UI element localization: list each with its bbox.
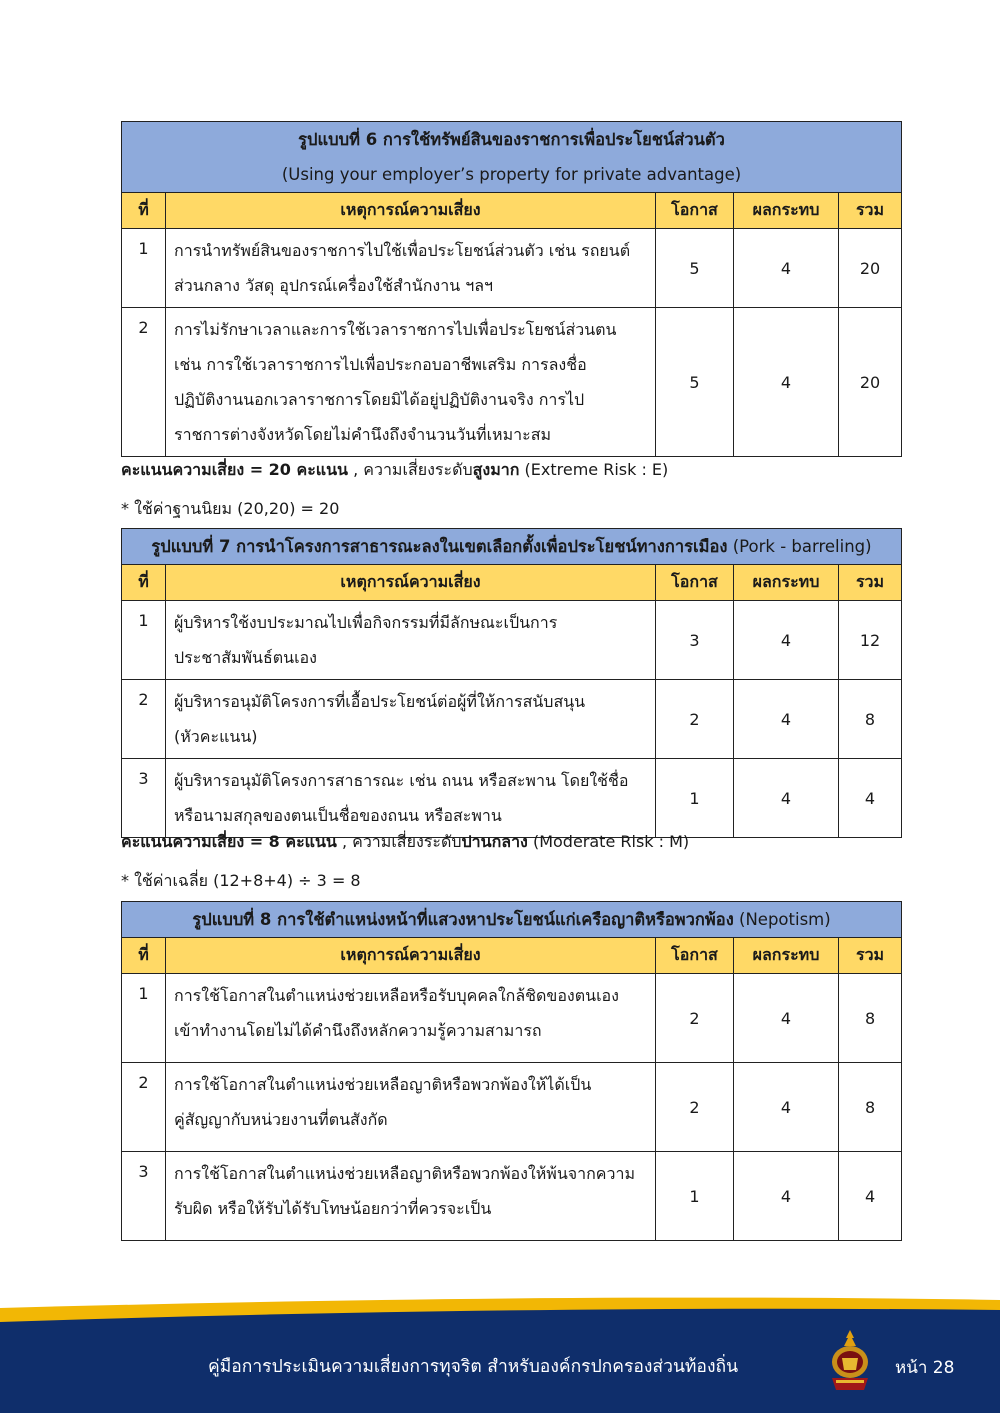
desc-line: การใช้โอกาสในตำแหน่งช่วยเหลือญาติหรือพวกพ้องให้ได้เป็น — [174, 1075, 592, 1094]
row-desc — [166, 601, 656, 680]
table-row — [122, 1063, 902, 1152]
risk-table-8 — [121, 901, 901, 1241]
score-mid: , ความเสี่ยงระดับ — [336, 832, 462, 851]
row-chance: 5 — [656, 229, 734, 308]
row-total: 12 — [839, 601, 902, 680]
table-subtitle-en: (Using your employer’s property for private advantage) — [281, 165, 742, 184]
desc-line: เช่น การใช้เวลาราชการไปเพื่อประกอบอาชีพเสริม การลงชื่อ — [174, 355, 587, 374]
row-total: 8 — [839, 680, 902, 759]
desc-line: การนำทรัพย์สินของราชการไปใช้เพื่อประโยชน์ส่วนตัว เช่น รถยนต์ — [174, 241, 631, 260]
col-total: รวม — [839, 938, 902, 974]
row-desc — [166, 974, 656, 1063]
table-row — [122, 680, 902, 759]
table-title-en: (Nepotism) — [733, 909, 831, 929]
row-impact: 4 — [734, 759, 839, 838]
row-no: 2 — [122, 680, 166, 759]
row-chance: 3 — [656, 601, 734, 680]
row-desc — [166, 229, 656, 308]
desc-line: หรือนามสกุลของตนเป็นชื่อของถนน หรือสะพาน — [174, 806, 502, 825]
row-total: 20 — [839, 229, 902, 308]
risk-score-7 — [121, 830, 689, 855]
row-impact: 4 — [734, 1063, 839, 1152]
row-no: 2 — [122, 1063, 166, 1152]
score-prefix: คะแนนความเสี่ยง = 8 คะแนน — [121, 832, 337, 851]
score-mid: , ความเสี่ยงระดับ — [348, 460, 473, 479]
row-no: 2 — [122, 308, 166, 457]
row-total: 8 — [839, 1063, 902, 1152]
desc-line: การไม่รักษาเวลาและการใช้เวลาราชการไปเพื่อประโยชน์ส่วนตน — [174, 320, 617, 339]
row-impact: 4 — [734, 1152, 839, 1241]
risk-table-6 — [121, 121, 901, 457]
footer-title: คู่มือการประเมินความเสี่ยงการทุจริต สำหรับองค์กรปกครองส่วนท้องถิ่น — [208, 1357, 739, 1377]
table-header — [122, 938, 902, 974]
desc-line: ประชาสัมพันธ์ตนเอง — [174, 648, 317, 667]
row-desc — [166, 1063, 656, 1152]
desc-line: การใช้โอกาสในตำแหน่งช่วยเหลือหรือรับบุคคลใกล้ชิดของตนเอง — [174, 986, 619, 1005]
row-chance: 1 — [656, 1152, 734, 1241]
table-header — [122, 565, 902, 601]
table-title — [122, 529, 902, 565]
table-row — [122, 1152, 902, 1241]
table-title-th: รูปแบบที่ 7 การนำโครงการสาธารณะลงในเขตเลือกตั้งเพื่อประโยชน์ทางการเมือง — [151, 536, 728, 556]
col-impact: ผลกระทบ — [734, 938, 839, 974]
row-impact: 4 — [734, 308, 839, 457]
row-desc — [166, 308, 656, 457]
row-impact: 4 — [734, 974, 839, 1063]
table-title-th: รูปแบบที่ 6 การใช้ทรัพย์สินของราชการเพื่อประโยชน์ส่วนตัว — [298, 130, 725, 149]
row-desc — [166, 1152, 656, 1241]
table-title — [122, 902, 902, 938]
row-chance: 2 — [656, 974, 734, 1063]
desc-line: ผู้บริหารใช้งบประมาณไปเพื่อกิจกรรมที่มีลักษณะเป็นการ — [174, 613, 558, 632]
col-total: รวม — [839, 565, 902, 601]
table-row — [122, 308, 902, 457]
col-impact: ผลกระทบ — [734, 193, 839, 229]
score-level: ปานกลาง — [461, 832, 528, 851]
row-chance: 2 — [656, 680, 734, 759]
row-no: 1 — [122, 974, 166, 1063]
table-row — [122, 974, 902, 1063]
desc-line: ส่วนกลาง วัสดุ อุปกรณ์เครื่องใช้สำนักงาน ฯลฯ — [174, 276, 494, 295]
row-desc — [166, 680, 656, 759]
table-title-en: (Pork - barreling) — [727, 536, 872, 556]
col-chance: โอกาส — [656, 193, 734, 229]
desc-line: ราชการต่างจังหวัดโดยไม่คำนึงถึงจำนวนวันที่เหมาะสม — [174, 425, 552, 444]
col-total: รวม — [839, 193, 902, 229]
table-title — [122, 122, 902, 193]
score-level: สูงมาก — [472, 460, 520, 479]
row-no: 1 — [122, 601, 166, 680]
col-chance: โอกาส — [656, 565, 734, 601]
table-row — [122, 229, 902, 308]
row-impact: 4 — [734, 229, 839, 308]
row-no: 3 — [122, 1152, 166, 1241]
risk-table-7 — [121, 528, 901, 838]
desc-line: ผู้บริหารอนุมัติโครงการที่เอื้อประโยชน์ต่อผู้ที่ให้การสนับสนุน — [174, 692, 586, 711]
desc-line: เข้าทำงานโดยไม่ได้คำนึงถึงหลักความรู้ความสามารถ — [174, 1021, 542, 1040]
table-row — [122, 601, 902, 680]
row-impact: 4 — [734, 680, 839, 759]
row-chance: 2 — [656, 1063, 734, 1152]
row-total: 20 — [839, 308, 902, 457]
table-row — [122, 759, 902, 838]
col-event: เหตุการณ์ความเสี่ยง — [166, 938, 656, 974]
col-event: เหตุการณ์ความเสี่ยง — [166, 565, 656, 601]
col-no: ที่ — [122, 193, 166, 229]
col-no: ที่ — [122, 938, 166, 974]
desc-line: คู่สัญญากับหน่วยงานที่ตนสังกัด — [174, 1110, 388, 1129]
col-event: เหตุการณ์ความเสี่ยง — [166, 193, 656, 229]
row-total: 4 — [839, 759, 902, 838]
row-desc — [166, 759, 656, 838]
row-total: 4 — [839, 1152, 902, 1241]
row-total: 8 — [839, 974, 902, 1063]
col-impact: ผลกระทบ — [734, 565, 839, 601]
row-chance: 5 — [656, 308, 734, 457]
desc-line: ปฏิบัติงานนอกเวลาราชการโดยมิได้อยู่ปฏิบัติงานจริง การไป — [174, 390, 585, 409]
col-chance: โอกาส — [656, 938, 734, 974]
score-suffix: (Moderate Risk : M) — [527, 832, 690, 851]
row-impact: 4 — [734, 601, 839, 680]
table-header — [122, 193, 902, 229]
score-prefix: คะแนนความเสี่ยง = 20 คะแนน — [121, 460, 348, 479]
desc-line: (หัวคะแนน) — [174, 727, 258, 746]
table-title-th: รูปแบบที่ 8 การใช้ตำแหน่งหน้าที่แสวงหาประโยชน์แก่เครือญาติหรือพวกพ้อง — [192, 909, 734, 929]
desc-line: การใช้โอกาสในตำแหน่งช่วยเหลือญาติหรือพวกพ้องให้พ้นจากความ — [174, 1164, 636, 1183]
page-number: หน้า 28 — [895, 1358, 955, 1378]
row-no: 3 — [122, 759, 166, 838]
dla-emblem-icon — [826, 1328, 874, 1394]
row-chance: 1 — [656, 759, 734, 838]
score-note-6: * ใช้ค่าฐานนิยม (20,20) = 20 — [121, 499, 340, 518]
col-no: ที่ — [122, 565, 166, 601]
score-note-7: * ใช้ค่าเฉลี่ย (12+8+4) ÷ 3 = 8 — [121, 871, 361, 890]
desc-line: ผู้บริหารอนุมัติโครงการสาธารณะ เช่น ถนน หรือสะพาน โดยใช้ชื่อ — [174, 771, 629, 790]
desc-line: รับผิด หรือให้รับได้รับโทษน้อยกว่าที่ควรจะเป็น — [174, 1199, 492, 1218]
risk-score-6 — [121, 458, 668, 483]
score-suffix: (Extreme Risk : E) — [519, 460, 669, 479]
row-no: 1 — [122, 229, 166, 308]
